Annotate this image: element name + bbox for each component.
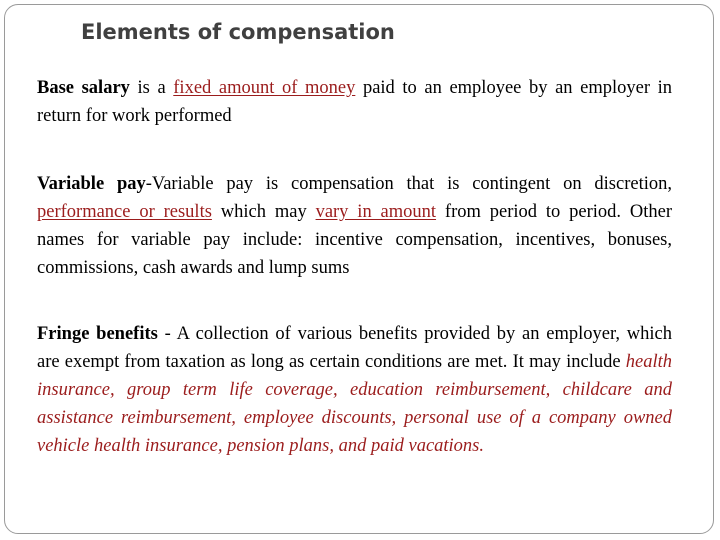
fringe-benefits-paragraph [37, 320, 672, 460]
variable-pay-paragraph [37, 170, 672, 282]
base-salary-link[interactable]: fixed amount of money [173, 78, 356, 98]
fringe-benefits-term: Fringe benefits [37, 324, 158, 344]
base-salary-term: Base salary [37, 78, 130, 98]
vary-in-amount-link[interactable]: vary in amount [315, 202, 437, 222]
fringe-benefits-text-1: - A collection of various benefits provided by an employer, which are exempt from taxation as long as certain conditions are met. It may include [37, 324, 673, 372]
variable-pay-text-1: -Variable pay is compensation that is contingent on discretion, [145, 174, 672, 194]
base-salary-text-2: paid to an employee by an employer in return for work performed [37, 78, 672, 126]
fringe-benefits-examples: health insurance, group term life coverage, education reimbursement, childcare and assistance reimbursement, employee discounts, personal use of a company owned vehicle health insurance, pension plans, and paid vacations. [37, 352, 672, 456]
slide-title: Elements of compensation [81, 20, 395, 44]
variable-pay-term: Variable pay [37, 174, 146, 194]
performance-link[interactable]: performance or results [37, 202, 212, 222]
variable-pay-text-2: which may [211, 202, 316, 222]
base-salary-text-1: is a [129, 78, 174, 98]
variable-pay-text-3: from period to period. Other names for variable pay include: incentive compensation, incentives, bonuses, commissions, cash awards and lump sums [37, 202, 672, 278]
base-salary-paragraph [37, 74, 672, 130]
